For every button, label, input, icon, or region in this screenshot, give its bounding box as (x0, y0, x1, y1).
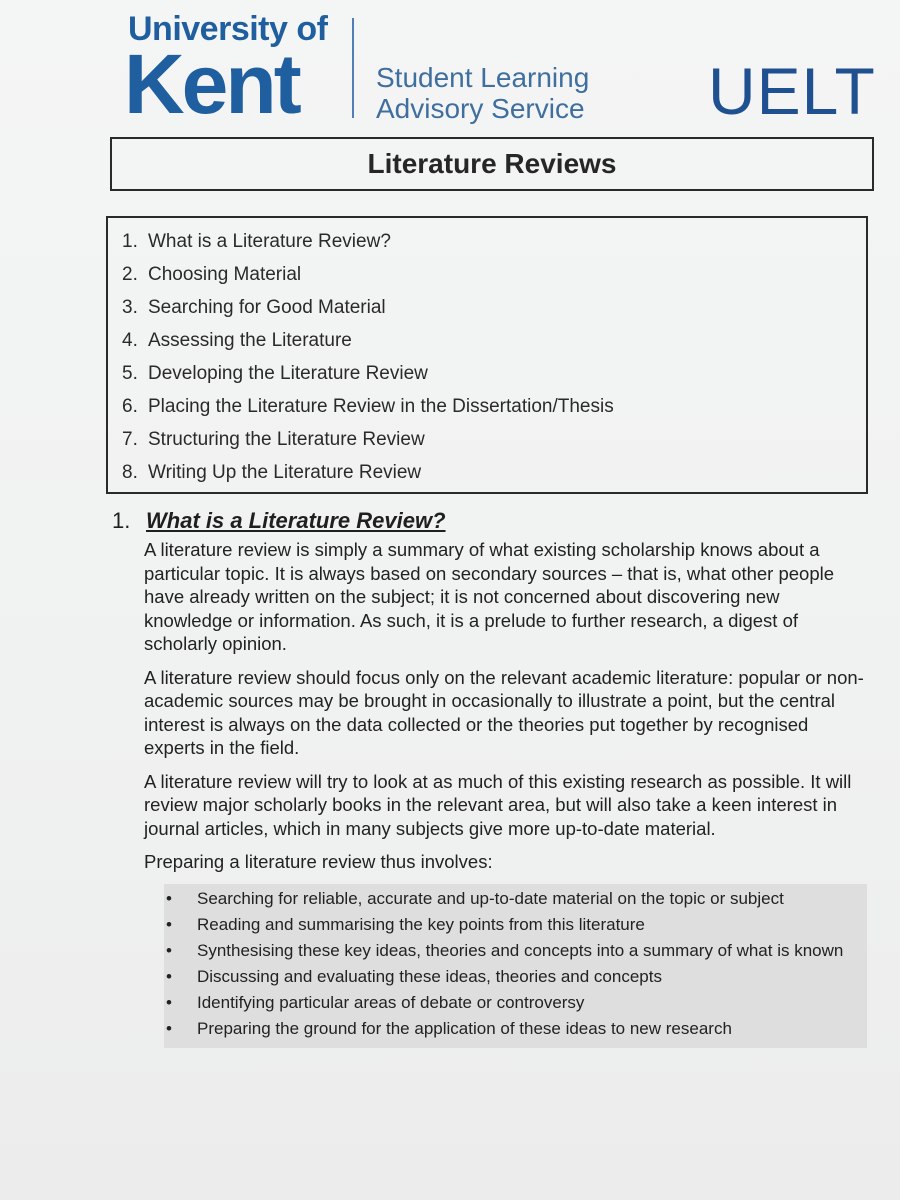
bullet-icon: • (166, 992, 172, 1012)
toc-number: 7. (122, 429, 138, 450)
toc-item (122, 294, 866, 327)
table-of-contents (106, 216, 868, 494)
section-what-is-literature-review (112, 504, 872, 1048)
bullet-icon: • (166, 914, 172, 934)
list-item-text: Discussing and evaluating these ideas, theories and concepts (197, 966, 662, 986)
list-item (164, 966, 867, 988)
paragraph: A literature review will try to look at as much of this existing research as possible. It will review major scholarly books in the relevant area, but will also take a keen interest in journal articles, which in many subjects give more up-to-date material. (144, 770, 852, 839)
service-name-line1: Student Learning (376, 62, 590, 93)
unit-logo: UELT (708, 54, 876, 128)
toc-label: Structuring the Literature Review (148, 429, 425, 450)
toc-label: Placing the Literature Review in the Dissertation/Thesis (148, 396, 614, 417)
list-item (164, 940, 867, 962)
list-item (164, 1018, 867, 1040)
toc-label: What is a Literature Review? (148, 231, 391, 252)
toc-number: 1. (122, 231, 138, 252)
toc-item (122, 459, 866, 492)
bullet-icon: • (166, 1018, 172, 1038)
toc-number: 4. (122, 330, 138, 351)
toc-label: Writing Up the Literature Review (148, 462, 422, 483)
university-logo-line1: University of (128, 10, 328, 48)
paragraph-intro-list: Preparing a literature review thus involves: (144, 851, 493, 872)
page-header (0, 0, 900, 130)
list-item-text: Searching for reliable, accurate and up-to-date material on the topic or subject (197, 888, 784, 908)
list-item (164, 888, 867, 910)
logo-divider (352, 18, 354, 118)
toc-item (122, 228, 866, 261)
list-item-text: Synthesising these key ideas, theories and concepts into a summary of what is known (197, 940, 844, 960)
list-item-text: Preparing the ground for the application of these ideas to new research (197, 1018, 732, 1038)
toc-item (122, 393, 866, 426)
toc-number: 8. (122, 462, 138, 483)
toc-number: 6. (122, 396, 138, 417)
toc-label: Developing the Literature Review (148, 363, 428, 384)
bullet-icon: • (166, 966, 172, 986)
paragraph: A literature review is simply a summary of what existing scholarship knows about a particular topic. It is always based on secondary sources – that is, what other people have already written on the subject; it is not concerned about discovering new knowledge or information. As such, it is a prelude to further research, a digest of scholarly opinion. (144, 539, 835, 654)
page-title: Literature Reviews (367, 148, 617, 179)
toc-item (122, 261, 866, 294)
toc-number: 2. (122, 264, 138, 285)
university-logo-line2: Kent (124, 37, 299, 131)
toc-item (122, 360, 866, 393)
toc-label: Assessing the Literature (148, 330, 352, 351)
section-heading (112, 504, 872, 538)
toc-number: 3. (122, 297, 138, 318)
toc-label: Searching for Good Material (148, 297, 386, 318)
bullet-list (164, 884, 867, 1048)
list-item-text: Reading and summarising the key points from this literature (197, 914, 645, 934)
section-title: What is a Literature Review? (146, 508, 446, 533)
toc-label: Choosing Material (148, 264, 302, 285)
toc-item (122, 327, 866, 360)
service-name (376, 62, 589, 124)
section-number: 1. (112, 508, 131, 533)
paragraph: A literature review should focus only on the relevant academic literature: popular or non-academic sources may be brought in occasionally to illustrate a point, but the central interest is always on the data collected or the theories put together by recognised experts in the field. (144, 666, 864, 758)
bullet-icon: • (166, 888, 172, 908)
toc-number: 5. (122, 363, 138, 384)
service-name-line2: Advisory Service (376, 93, 585, 124)
title-box (110, 137, 874, 191)
list-item (164, 914, 867, 936)
toc-item (122, 426, 866, 459)
bullet-icon: • (166, 940, 172, 960)
list-item-text: Identifying particular areas of debate or controversy (197, 992, 585, 1012)
list-item (164, 992, 867, 1014)
